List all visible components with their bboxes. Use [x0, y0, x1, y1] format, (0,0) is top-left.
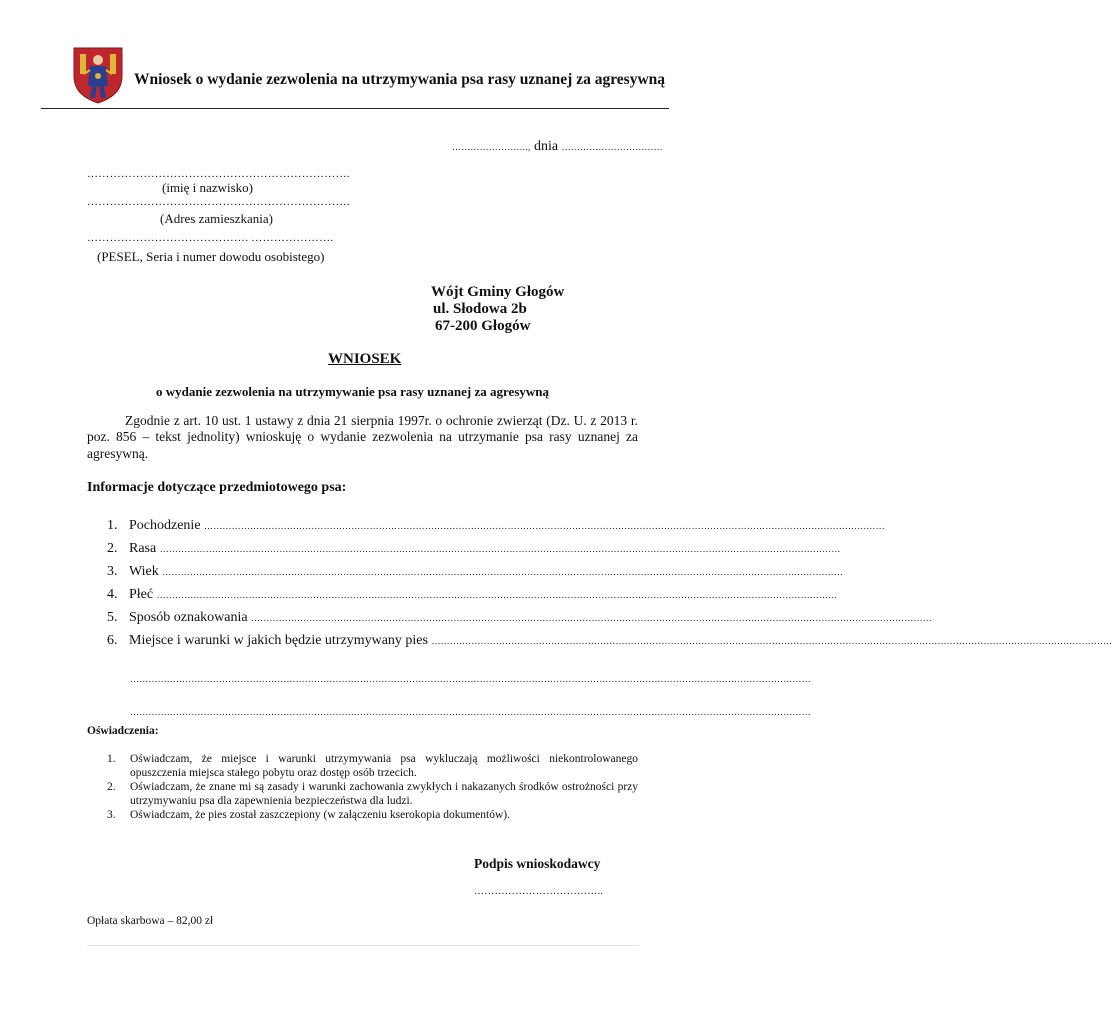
- applicant-name-dots: …………………………………………………………….: [87, 168, 350, 180]
- dog-age-label: Wiek: [129, 564, 159, 579]
- signature-label: Podpis wnioskodawcy: [474, 856, 601, 871]
- dog-marking-label: Sposób oznakowania: [129, 610, 248, 625]
- applicant-address-label: (Adres zamieszkania): [160, 211, 273, 226]
- date-line: [452, 139, 663, 155]
- dog-info-item: 2. Rasa ……………………………………………………………………………………………………………………………………………………………………………………………………: [107, 541, 841, 556]
- dog-info-item: 1. Pochodzenie ……………………………………………………………………………………………………………………………………………………………………………………………………: [107, 518, 885, 533]
- declaration-item: 3. Oświadczam, że pies został zaszczepiony (w załączeniu kserokopia dokumentów).: [107, 809, 510, 821]
- dog-info-title: Informacje dotyczące przedmiotowego psa:: [87, 480, 347, 495]
- coat-of-arms-icon: [72, 46, 124, 104]
- applicant-address-dots: …………………………………………………………….: [87, 196, 350, 208]
- addressee-line1: Wójt Gminy Głogów: [431, 284, 565, 300]
- dog-info-item: 3. Wiek ……………………………………………………………………………………………………………………………………………………………………………………………………: [107, 564, 844, 579]
- fill-line: ……………………………………………………………………………………………………………………………………………………………………………………………………: [130, 674, 811, 684]
- applicant-id-dots: ……………………………………. ………………….: [87, 232, 334, 244]
- header-divider: [41, 108, 669, 109]
- addressee-line2: ul. Słodowa 2b: [433, 301, 527, 317]
- signature-dots: ………………………………..: [474, 886, 604, 897]
- fill-line: ……………………………………………………………………………………………………………………………………………………………………………………………………: [130, 707, 811, 717]
- addressee-line3: 67-200 Głogów: [435, 318, 531, 334]
- date-dots: ……………………………: [561, 142, 663, 152]
- request-title: WNIOSEK: [328, 351, 402, 367]
- declaration-item: 2. Oświadczam, że znane mi są zasady i warunki zachowania zwykłych i nakazanych środków ostrożności przy utrzymywaniu psa dla zapewnienia bezpieczeństwa dla ludzi.: [107, 781, 638, 807]
- applicant-name-label: (imię i nazwisko): [162, 180, 253, 195]
- place-dots: …………………….,: [452, 142, 531, 152]
- footer-divider: [87, 945, 639, 946]
- applicant-id-label: (PESEL, Seria i numer dowodu osobistego): [97, 249, 325, 264]
- header-title: Wniosek o wydanie zezwolenia na utrzymywania psa rasy uznanej za agresywną: [134, 71, 666, 88]
- declarations-title: Oświadczenia:: [87, 725, 159, 737]
- dog-sex-label: Płeć: [129, 587, 154, 602]
- dog-info-item: 6. Miejsce i warunki w jakich będzie utrzymywany pies ……………………………………………………………………………………………………………………………………………………………………………………………………: [107, 633, 1112, 648]
- request-body: Zgodnie z art. 10 ust. 1 ustawy z dnia 21 sierpnia 1997r. o ochronie zwierząt (Dz. U. z 2013 r. poz. 856 – tekst jednolity) wnioskuję o wydanie zezwolenia na utrzymanie psa rasy uznanej za agresywną.: [87, 413, 638, 461]
- request-subtitle: o wydanie zezwolenia na utrzymywanie psa rasy uznanej za agresywną: [156, 384, 549, 399]
- dog-origin-label: Pochodzenie: [129, 518, 201, 533]
- declaration-item: 1. Oświadczam, że miejsce i warunki utrzymywania psa wykluczają możliwości niekontrolowanego opuszczenia miejsca stałego pobytu oraz dostęp osób trzecich.: [107, 753, 638, 779]
- dog-conditions-label: Miejsce i warunki w jakich będzie utrzymywany pies: [129, 633, 428, 648]
- dog-info-item: 5. Sposób oznakowania ……………………………………………………………………………………………………………………………………………………………………………………………………: [107, 610, 932, 625]
- date-label: dnia: [534, 139, 559, 154]
- dog-breed-label: Rasa: [129, 541, 157, 556]
- dog-info-item: 4. Płeć ……………………………………………………………………………………………………………………………………………………………………………………………………: [107, 587, 838, 602]
- stamp-fee: Opłata skarbowa – 82,00 zł: [87, 915, 214, 927]
